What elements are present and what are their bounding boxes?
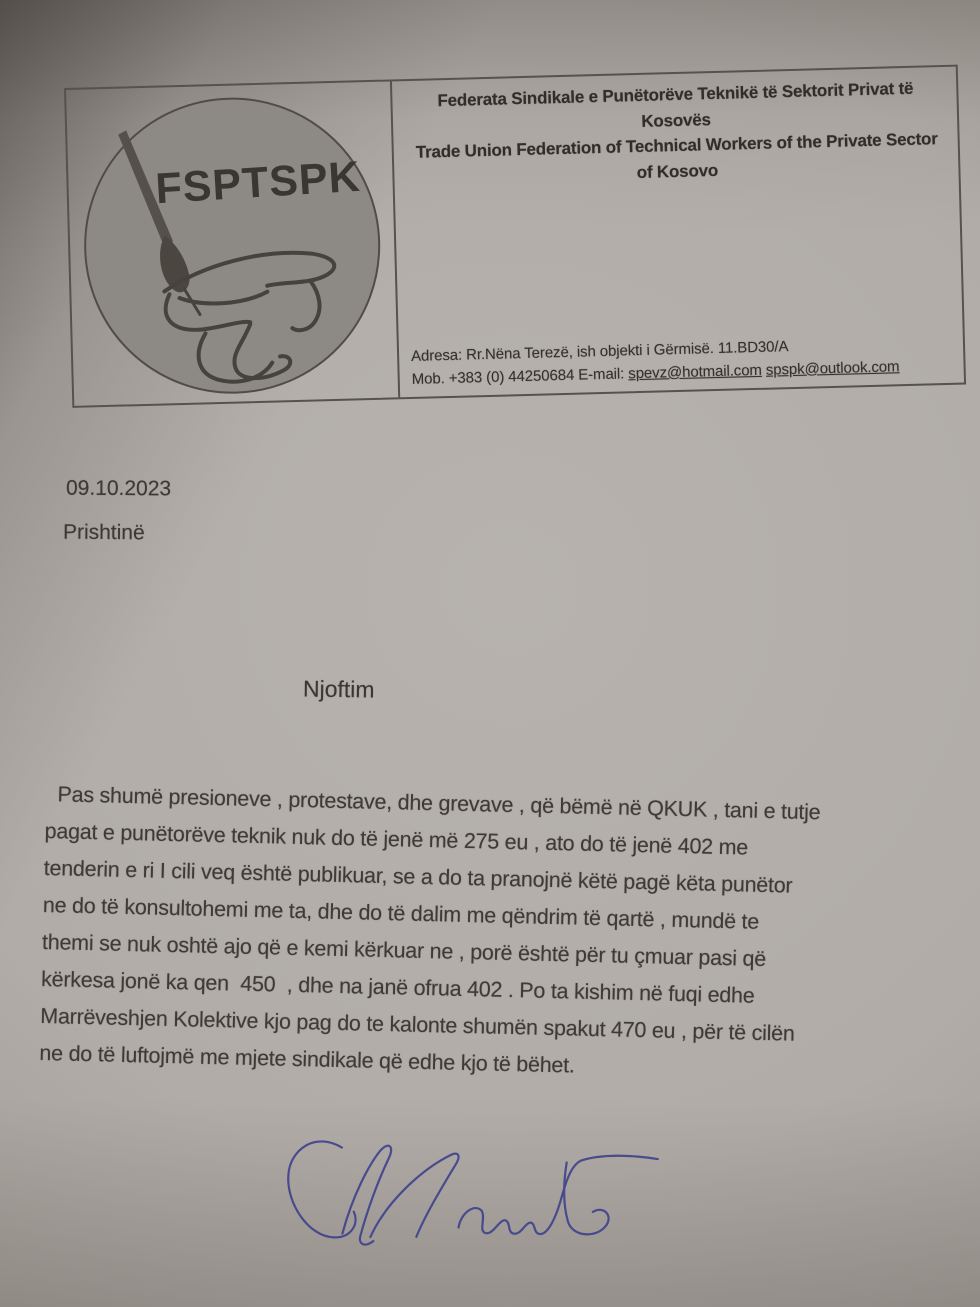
letterhead <box>64 65 966 408</box>
org-name-albanian: Federata Sindikale e Punëtorëve Teknikë të Sektorit Privat të Kosovës <box>437 78 914 131</box>
body-line: pagat e punëtorëve teknik nuk do të jenë më 275 eu , ato do të jenë 402 me <box>44 818 749 860</box>
body-line: kërkesa jonë ka qen 450 , dhe na janë ofrua 402 . Po ta kishim në fuqi edhe <box>40 966 755 1008</box>
letter-body <box>39 776 956 1093</box>
fsptspk-logo <box>77 88 387 400</box>
letter-title: Njoftim <box>302 675 375 703</box>
body-line: themi se nuk oshtë ajo që e kemi kërkuar ne , porë është për tu çmuar pasi që <box>41 929 767 972</box>
org-name-english: Trade Union Federation of Technical Workers of the Private Sector of Kosovo <box>415 129 938 182</box>
body-line: tenderin e ri I cili veq është publikuar, se a do ta pranojnë këtë pagë këta punëtor <box>43 855 793 898</box>
date-text: 09.10.2023 <box>65 476 172 501</box>
contact-block <box>411 330 954 391</box>
email-link-outlook: spspk@outlook.com <box>765 357 900 379</box>
address-line: Adresa: Rr.Nëna Terezë, ish objekti i Gërmisë. 11.BD30/A <box>410 337 789 365</box>
logo-cell <box>66 81 398 405</box>
logo-acronym-text: FSPTSPK <box>154 152 362 214</box>
letterhead-text-cell <box>390 67 964 398</box>
body-line: Marrëveshjen Kolektive kjo pag do te kalonte shumën spakut 470 eu , për të cilën <box>40 1003 795 1046</box>
city-text: Prishtinë <box>62 520 145 545</box>
body-line: ne do të luftojmë me mjete sindikale që edhe kjo të bëhet. <box>39 1040 575 1078</box>
org-names <box>404 75 948 191</box>
email-link-hotmail: spevz@hotmail.com <box>628 361 763 383</box>
signature-ink <box>282 1123 685 1280</box>
body-line: ne do të konsultohemi me ta, dhe do të dalim me qëndrim të qartë , mundë te <box>42 892 760 934</box>
contact-prefix: Mob. +383 (0) 44250684 E-mail: <box>411 365 629 388</box>
body-line: Pas shumë presioneve , protestave, dhe grevave , që bëmë në QKUK , tani e tutje <box>57 782 821 825</box>
